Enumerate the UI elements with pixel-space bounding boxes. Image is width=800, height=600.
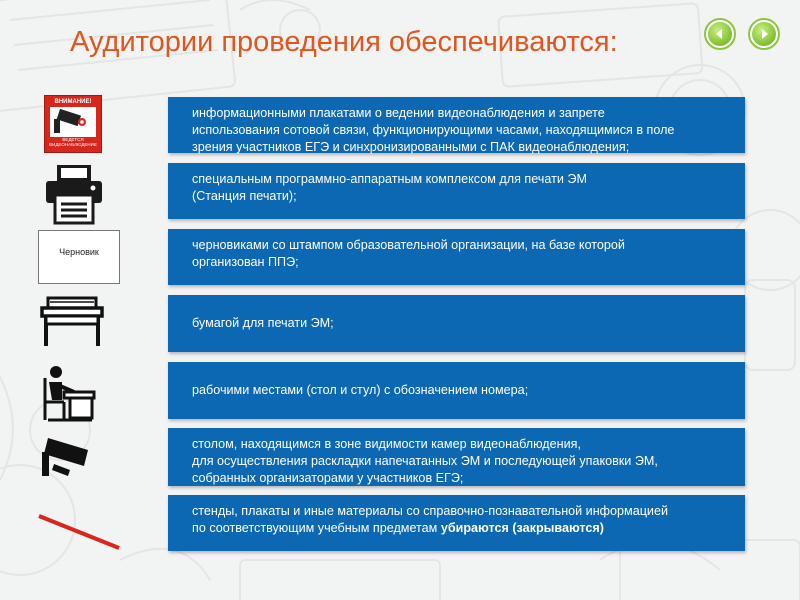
list-item-text-regular: стенды, плакаты и иные материалы со справочно-познавательной информацией по соответствующим учебным предметам (192, 504, 668, 535)
security-camera-icon (40, 436, 90, 478)
draft-sheet-icon (38, 230, 120, 284)
prev-slide-button[interactable] (704, 18, 736, 50)
list-item (168, 362, 745, 419)
list-item (168, 97, 745, 153)
printer-icon (44, 163, 104, 225)
list-item-text (192, 503, 668, 537)
warning-sign-footer: ВЕДЕТСЯ ВИДЕОНАБЛЮДЕНИЕ (49, 137, 97, 147)
list-item (168, 229, 745, 285)
red-line-icon (36, 512, 122, 552)
draft-label: Черновик (59, 247, 99, 257)
page-title: Аудитории проведения обеспечиваются: (70, 26, 618, 58)
chevron-right-icon (752, 22, 776, 46)
list-item-text: бумагой для печати ЭМ; (192, 316, 334, 330)
chevron-left-icon (708, 22, 732, 46)
warning-sign-header: ВНИМАНИЕ! (54, 99, 92, 105)
list-item-text-bold: убираются (закрываются) (440, 521, 604, 535)
list-item (168, 163, 745, 219)
list-item-text: информационными плакатами о ведении видеонаблюдения и запрете использования сотовой связи, функционирующими часами, находящимися в поле зрения участников ЕГЭ и синхронизированными с ПАК видеонаблюдения; (192, 106, 675, 154)
list-item-text: столом, находящимся в зоне видимости камер видеонаблюдения, для осуществления раскладки напечатанных ЭМ и последующей упаковки ЭМ, собранных организаторами у участников ЕГЭ; (192, 437, 658, 485)
list-item-text: рабочими местами (стол и стул) с обозначением номера; (192, 383, 529, 397)
list-item-text: специальным программно-аппаратным комплексом для печати ЭМ (Станция печати); (192, 172, 587, 203)
list-item (168, 295, 745, 352)
next-slide-button[interactable] (748, 18, 780, 50)
list-item-text: черновиками со штампом образовательной организации, на базе которой организован ППЭ; (192, 238, 625, 269)
list-item (168, 495, 745, 551)
desk-icon (40, 296, 104, 348)
list-item (168, 428, 745, 486)
student-at-desk-icon (40, 364, 96, 424)
